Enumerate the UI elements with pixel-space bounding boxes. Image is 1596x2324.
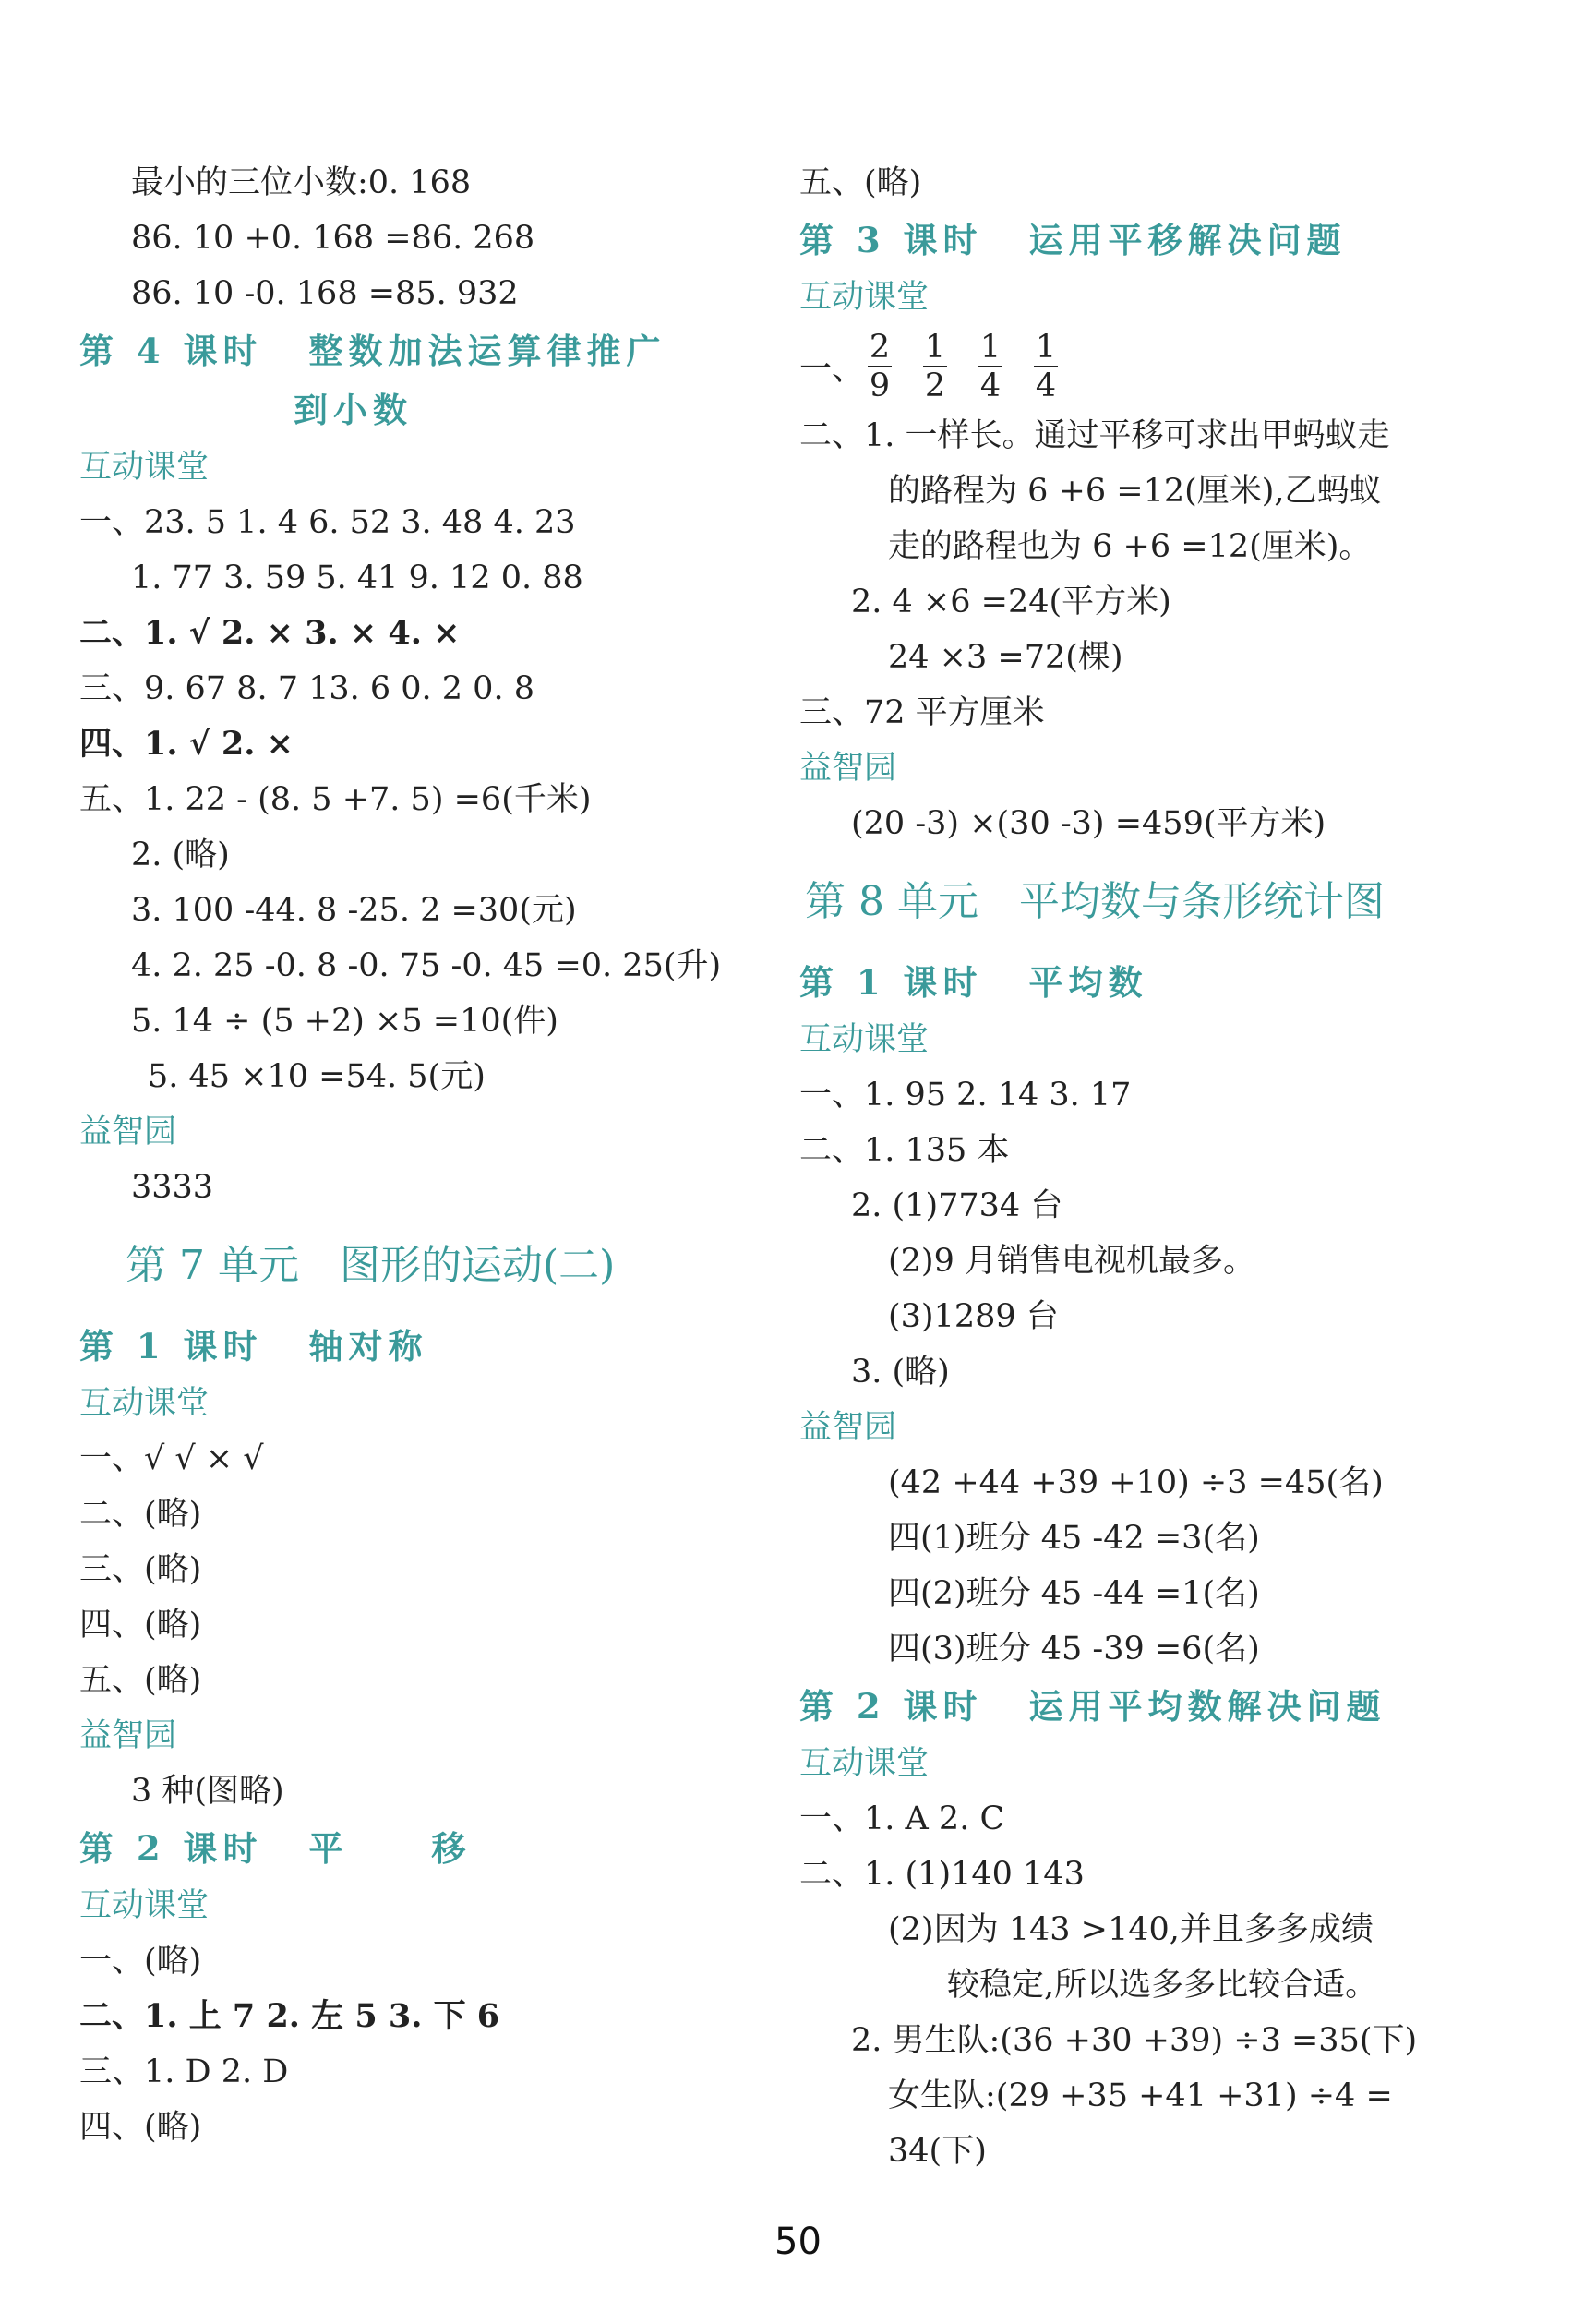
answer-line: 4. 2. 25 -0. 8 -0. 75 -0. 45 =0. 25(升) <box>131 947 722 984</box>
left-column <box>79 155 762 2155</box>
section-label: 互动课堂 <box>799 1021 930 1058</box>
answer-line: 三、1. D 2. D <box>79 2053 289 2090</box>
answer-line: 34(下) <box>888 2133 987 2170</box>
answer-line: 四(1)班分 45 -42 =3(名) <box>888 1520 1260 1557</box>
section-label: 互动课堂 <box>79 449 210 486</box>
answer-line: 一、1. A 2. C <box>799 1800 1005 1837</box>
unit-heading: 第 8 单元 平均数与条形统计图 <box>805 878 1385 925</box>
fraction: $\frac{1}{4}$ <box>1035 329 1057 404</box>
section-label: 互动课堂 <box>79 1385 210 1422</box>
lesson-heading-cont: 到小数 <box>294 390 413 430</box>
answer-line: 86. 10 -0. 168 =85. 932 <box>131 275 519 312</box>
answer-line: 二、1. (1)140 143 <box>799 1856 1085 1893</box>
lesson-heading: 第 4 课时 整数加法运算律推广 <box>79 331 666 371</box>
answer-line: 女生队:(29 +35 +41 +31) ÷4 = <box>888 2077 1393 2114</box>
answer-line: 四、(略) <box>79 2109 202 2146</box>
section-label: 互动课堂 <box>799 279 930 316</box>
answer-line: 2. 4 ×6 =24(平方米) <box>851 584 1171 620</box>
answer-line: 的路程为 6 +6 =12(厘米),乙蚂蚁 <box>888 473 1382 510</box>
answer-line: 较稳定,所以选多多比较合适。 <box>947 1967 1378 2004</box>
unit-heading: 第 7 单元 图形的运动(二) <box>126 1242 616 1289</box>
answer-line: 五、(略) <box>799 164 922 201</box>
section-label: 益智园 <box>799 750 897 787</box>
answer-line: 走的路程也为 6 +6 =12(厘米)。 <box>888 528 1372 565</box>
fraction-answer-row: 一、 $\frac{2}{9}$ $\frac{1}{2}$ $\frac{1}{4}$ $\frac{1}{4}$ <box>799 329 1057 404</box>
answer-line: 一、√ √ × √ <box>79 1440 264 1477</box>
page-number: 50 <box>774 2221 822 2263</box>
answer-line: 3. 100 -44. 8 -25. 2 =30(元) <box>131 892 577 929</box>
answer-line: 三、72 平方厘米 <box>799 694 1045 731</box>
answer-line: 3333 <box>131 1169 214 1206</box>
section-label: 益智园 <box>79 1717 177 1754</box>
answer-line: 二、1. 135 本 <box>799 1132 1010 1169</box>
fraction: $\frac{1}{4}$ <box>979 329 1002 404</box>
answer-line: 2. 男生队:(36 +30 +39) ÷3 =35(下) <box>851 2022 1418 2059</box>
answer-line: (2)9 月销售电视机最多。 <box>888 1243 1255 1280</box>
lesson-heading: 第 2 课时 运用平均数解决问题 <box>799 1686 1386 1727</box>
answer-line: 二、(略) <box>79 1496 202 1533</box>
answer-line: 一、(略) <box>79 1943 202 1980</box>
section-label: 互动课堂 <box>799 1745 930 1782</box>
answer-line: 三、9. 67 8. 7 13. 6 0. 2 0. 8 <box>79 670 534 707</box>
lesson-heading: 第 1 课时 平均数 <box>799 962 1148 1003</box>
section-label: 益智园 <box>79 1114 177 1150</box>
answer-line: 一、1. 95 2. 14 3. 17 <box>799 1077 1132 1114</box>
answer-line: (3)1289 台 <box>888 1298 1059 1335</box>
answer-line: 四(3)班分 45 -39 =6(名) <box>888 1631 1260 1668</box>
answer-line: 四、(略) <box>79 1607 202 1644</box>
lesson-heading: 第 3 课时 运用平移解决问题 <box>799 220 1347 260</box>
answer-line: 二、1. 上 7 2. 左 5 3. 下 6 <box>79 1997 500 2035</box>
right-column <box>799 155 1538 2179</box>
answer-line: 1. 77 3. 59 5. 41 9. 12 0. 88 <box>131 560 583 596</box>
answer-line: 5. 14 ÷ (5 +2) ×5 =10(件) <box>131 1003 558 1040</box>
answer-line: 四(2)班分 45 -44 =1(名) <box>888 1575 1260 1612</box>
answer-line: (20 -3) ×(30 -3) =459(平方米) <box>851 805 1326 842</box>
answer-line: 三、(略) <box>79 1551 202 1588</box>
answer-line: 3 种(图略) <box>131 1773 284 1810</box>
fraction: $\frac{1}{2}$ <box>924 329 946 404</box>
lesson-heading: 第 2 课时 平 移 <box>79 1828 472 1869</box>
answer-line: 二、1. 一样长。通过平移可求出甲蚂蚁走 <box>799 417 1390 454</box>
fraction: $\frac{2}{9}$ <box>869 329 891 404</box>
lesson-heading: 第 1 课时 轴对称 <box>79 1326 428 1367</box>
answer-line: 2. (略) <box>131 837 230 873</box>
answer-line: 2. (1)7734 台 <box>851 1187 1063 1224</box>
answer-line: 5. 45 ×10 =54. 5(元) <box>148 1058 486 1095</box>
answer-line: 24 ×3 =72(棵) <box>888 639 1123 676</box>
answer-line: (42 +44 +39 +10) ÷3 =45(名) <box>888 1464 1384 1501</box>
section-label: 益智园 <box>799 1409 897 1446</box>
answer-line: 四、1. √ 2. × <box>79 725 294 763</box>
answer-line: 最小的三位小数:0. 168 <box>131 164 472 201</box>
answer-line: (2)因为 143 >140,并且多多成绩 <box>888 1911 1374 1948</box>
answer-line: 一、23. 5 1. 4 6. 52 3. 48 4. 23 <box>79 504 576 541</box>
answer-line: 86. 10 +0. 168 =86. 268 <box>131 220 535 257</box>
answer-line: 二、1. √ 2. × 3. × 4. × <box>79 614 461 652</box>
answer-line: 五、(略) <box>79 1662 202 1699</box>
answer-line: 五、1. 22 - (8. 5 +7. 5) =6(千米) <box>79 781 592 818</box>
section-label: 互动课堂 <box>79 1887 210 1924</box>
answer-line: 3. (略) <box>851 1354 950 1391</box>
